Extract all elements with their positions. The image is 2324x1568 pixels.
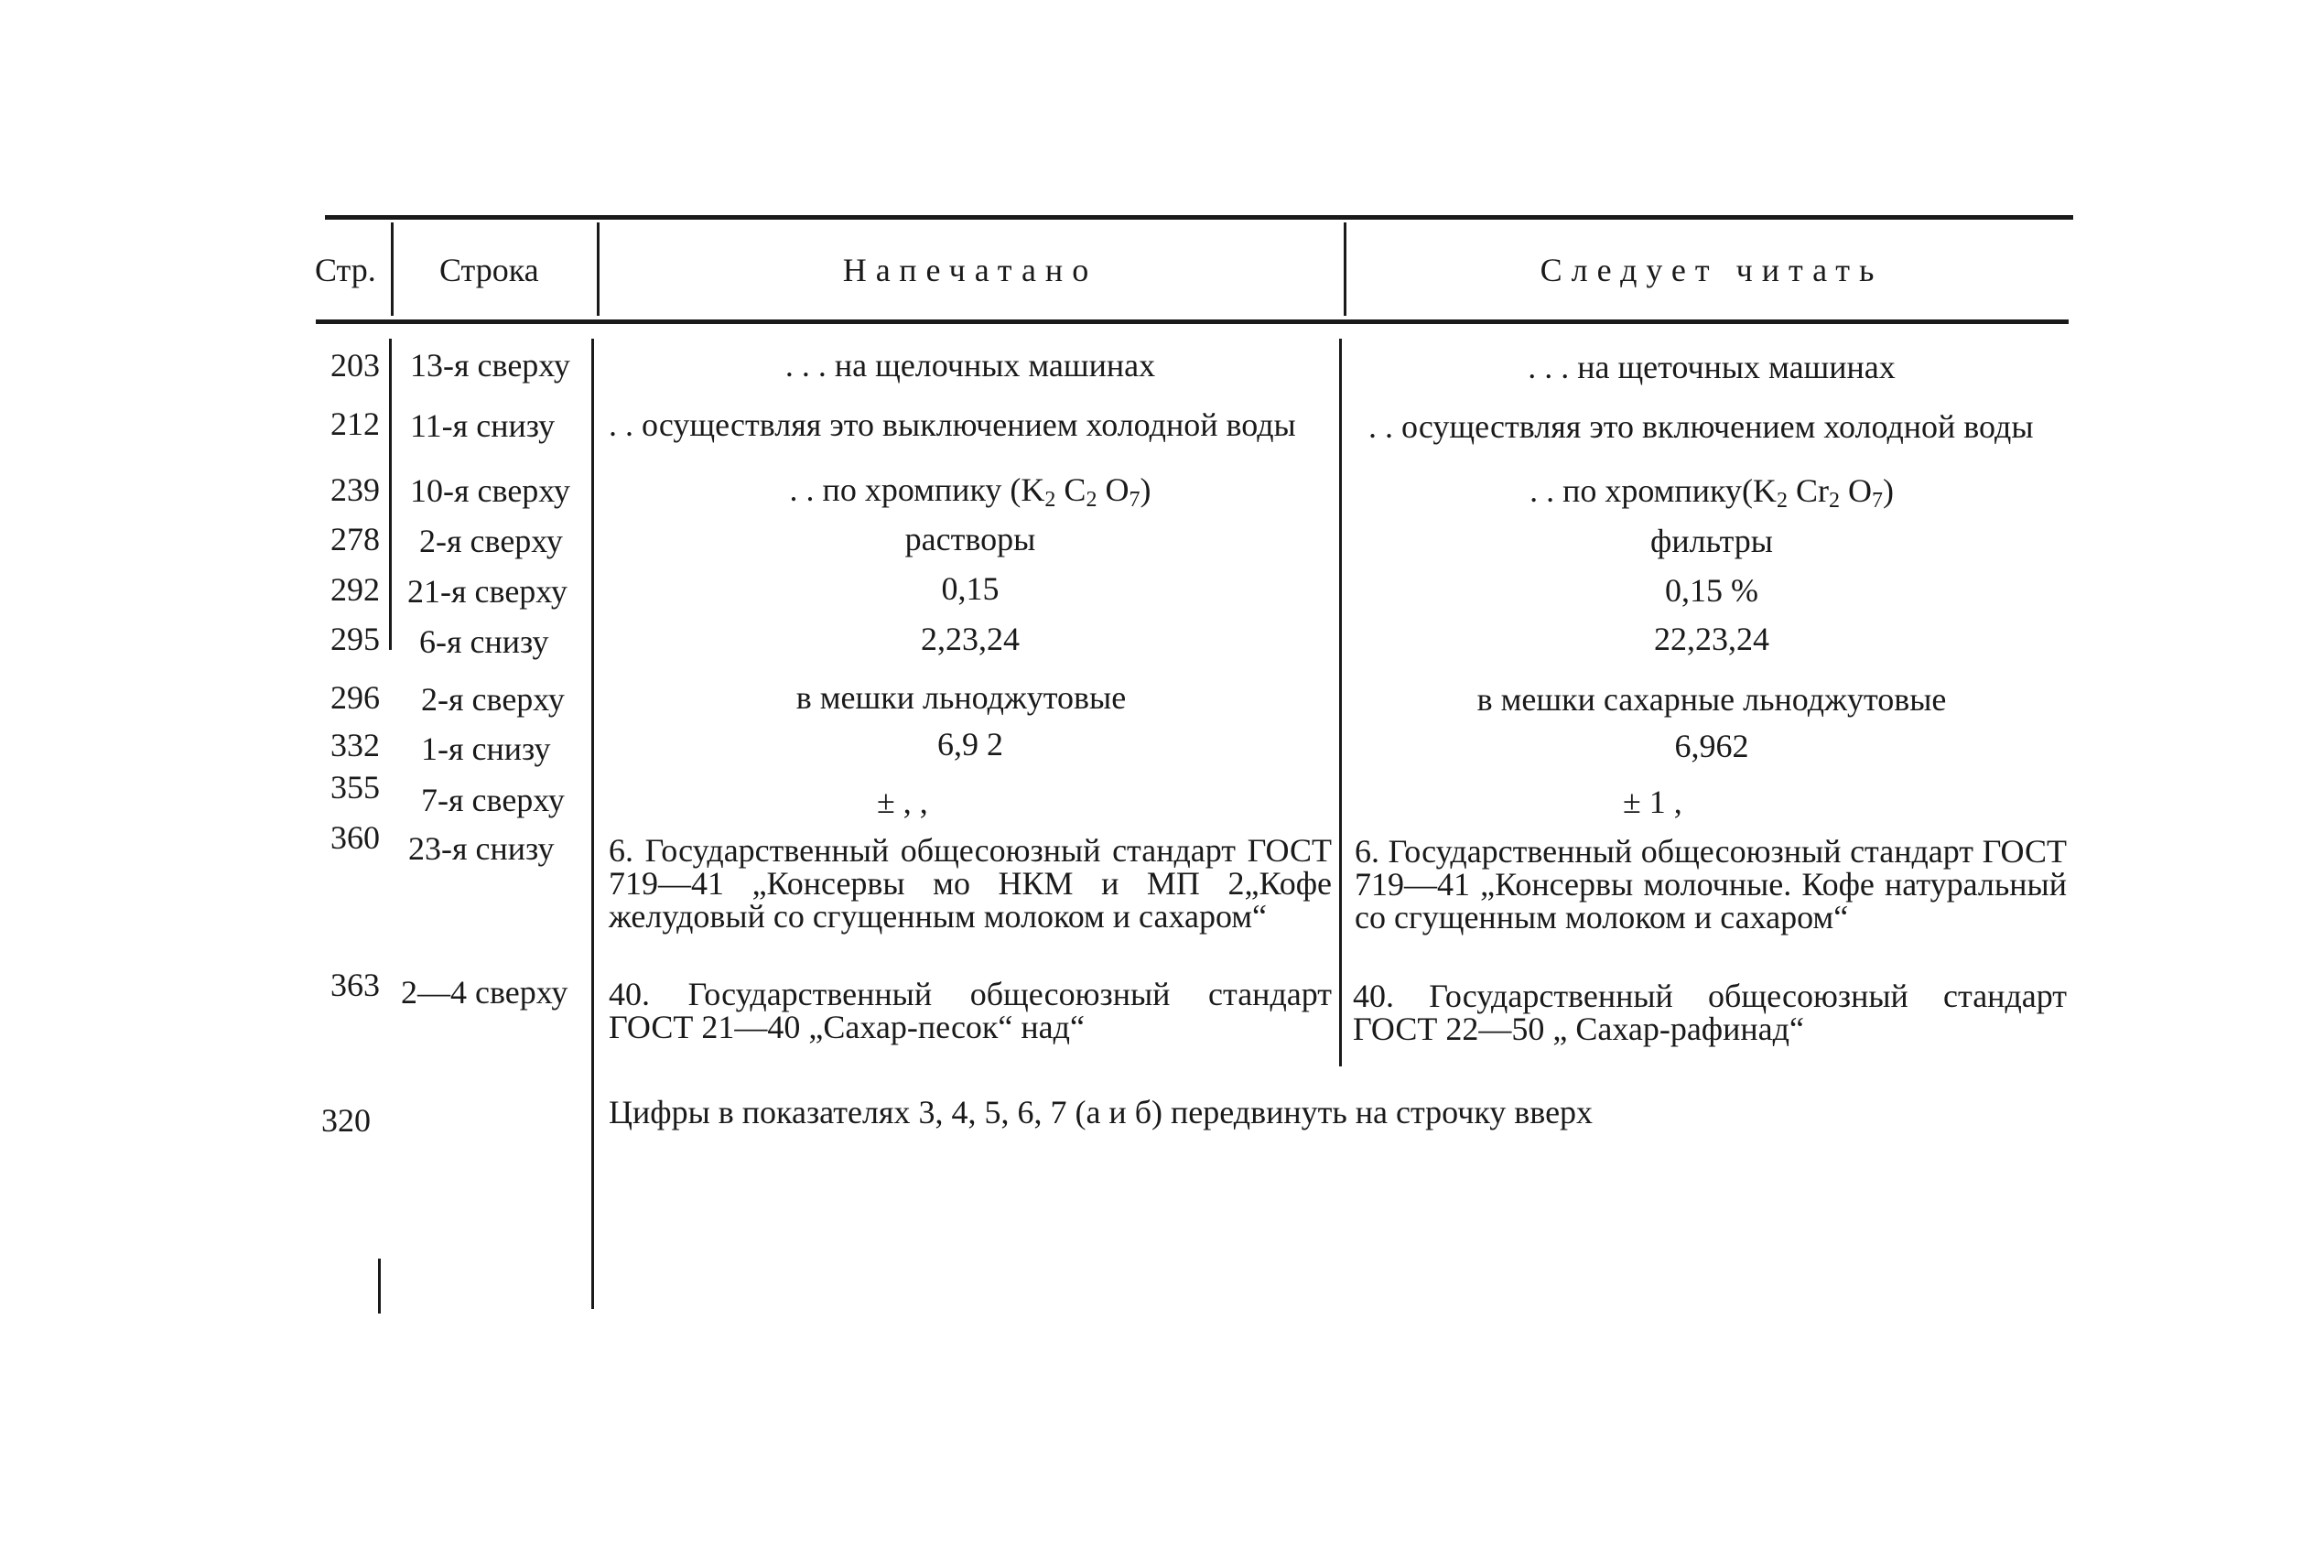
row-should-read: . . по $хромпику(K_2$ $Cr_2$ $O_7$) <box>1530 472 1894 513</box>
column-divider-1 <box>391 222 394 316</box>
header-page: Стр. <box>315 252 376 288</box>
row-should-read: 22,23,24 <box>1654 621 1769 657</box>
column-divider-1-bottom <box>378 1259 381 1314</box>
row-should-read-text: . . по хромпику <box>1530 472 1742 509</box>
row-printed: . . . на щелочных машинах <box>784 347 1156 384</box>
subscript: 7 <box>1871 489 1883 513</box>
column-divider-1-lower <box>389 339 392 650</box>
row-printed: 0,15 <box>941 570 1000 607</box>
row-line: 10-я сверху <box>410 472 570 509</box>
row-page: 363 <box>330 967 380 1003</box>
row-line: 7-я сверху <box>421 782 565 818</box>
row-line: 2—4 сверху <box>401 974 568 1011</box>
column-divider-2 <box>597 222 600 316</box>
row-should-read: 6,962 <box>1674 728 1749 764</box>
row-page: 295 <box>330 621 380 657</box>
row-page: 360 <box>330 819 380 856</box>
row-page: 320 <box>321 1102 371 1139</box>
row-line: 2-я сверху <box>419 523 563 559</box>
row-should-read: . . . на щеточных машинах <box>1528 349 1896 385</box>
row-should-read: . . осуществляя это включением холодной воды <box>1368 408 2034 445</box>
row-page: 212 <box>330 406 380 442</box>
row-line: 11-я снизу <box>410 407 556 444</box>
row-printed: . . по хромпику ($K_2$ $C_2$ $O_7$) <box>789 471 1151 512</box>
row-should-read: 6. Государственный общесоюзный стандарт ГОСТ 719—41 „Консервы молочные. Кофе натуральный со сгущенным молоком и сахаром“ <box>1355 833 2067 935</box>
column-divider-2-lower <box>591 339 594 1309</box>
row-printed: в мешки льноджутовые <box>795 679 1127 716</box>
row-line: 13-я сверху <box>410 347 570 384</box>
subscript: 2 <box>1828 489 1840 513</box>
row-printed: 2,23,24 <box>921 621 1020 657</box>
row-printed: растворы <box>904 521 1036 557</box>
row-line: 23-я снизу <box>408 830 555 867</box>
row-page: 355 <box>330 769 380 806</box>
header-should-read: Следует читать <box>1540 252 1884 288</box>
subscript: 2 <box>1776 489 1788 513</box>
row-line: 1-я снизу <box>421 730 551 767</box>
row-printed: 6,9 2 <box>937 726 1003 762</box>
row-page: 332 <box>330 727 380 763</box>
row-page: 239 <box>330 471 380 508</box>
row-should-read: 40. Государственный общесоюзный стандарт ГОСТ 22—50 „ Сахар-рафинад“ <box>1353 978 2067 1047</box>
row-page: 203 <box>330 347 380 384</box>
row-printed: 40. Государственный общесоюзный стандарт ГОСТ 21—40 „Сахар-песок“ над“ <box>609 976 1332 1045</box>
row-line: 6-я снизу <box>419 623 549 660</box>
subscript: 7 <box>1129 488 1140 512</box>
row-line: 21-я сверху <box>407 573 567 610</box>
row-printed: . . осуществляя это выключением холодной воды <box>609 406 1296 443</box>
row-note: Цифры в показателях 3, 4, 5, 6, 7 (а и б) передвинуть на строчку вверх <box>609 1094 1594 1130</box>
row-should-read: в мешки сахарные льноджутовые <box>1476 681 1947 718</box>
row-should-read: 0,15 % <box>1665 572 1758 609</box>
column-divider-3 <box>1344 222 1346 316</box>
row-line: 2-я сверху <box>421 681 565 718</box>
header-line: Строка <box>439 252 539 288</box>
row-printed: 6. Государственный общесоюзный стандарт ГОСТ 719—41 „Консервы мо НКМ и МП 2„Кофе желудовый со сгущенным молоком и сахаром“ <box>609 832 1332 935</box>
row-page: 278 <box>330 521 380 557</box>
header-bottom-rule <box>316 319 2069 324</box>
row-page: 292 <box>330 571 380 608</box>
subscript: 2 <box>1086 488 1097 512</box>
row-page: 296 <box>330 679 380 716</box>
subscript: 2 <box>1044 488 1056 512</box>
row-printed: ± , , <box>877 784 928 820</box>
header-printed: Напечатано <box>842 252 1098 288</box>
top-rule <box>325 215 2073 220</box>
column-divider-3-lower <box>1339 339 1342 1066</box>
row-printed-text: . . по хромпику <box>789 471 1002 508</box>
row-should-read: фильтры <box>1650 523 1773 559</box>
row-should-read: ± 1 , <box>1623 784 1682 820</box>
